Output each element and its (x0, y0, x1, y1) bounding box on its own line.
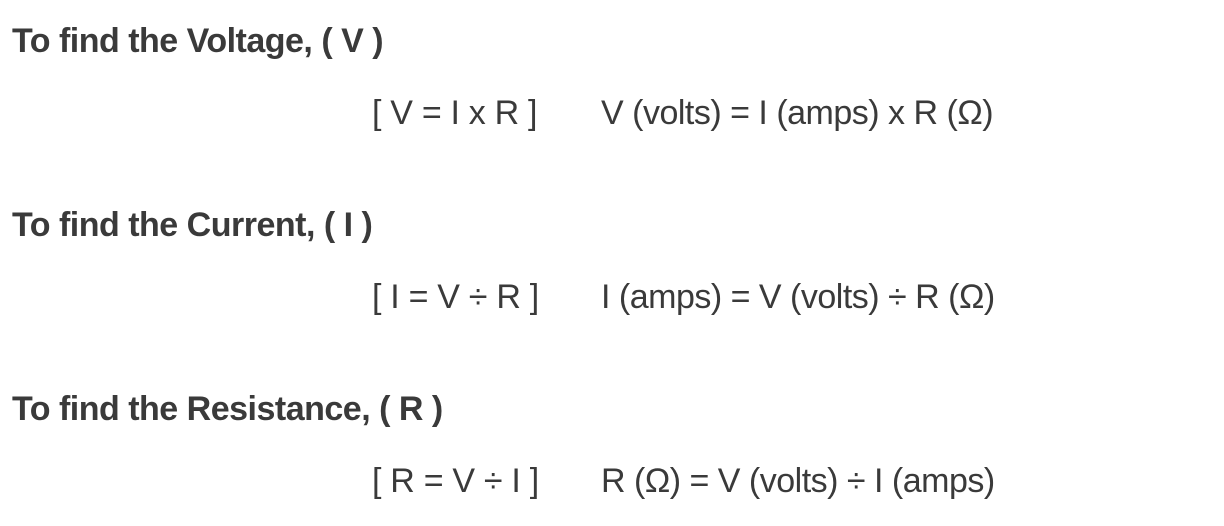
current-heading: To find the Current, ( I ) (12, 206, 373, 244)
voltage-description: V (volts) = I (amps) x R (Ω) (601, 94, 994, 132)
voltage-heading: To find the Voltage, ( V ) (12, 22, 384, 60)
current-description: I (amps) = V (volts) ÷ R (Ω) (601, 278, 995, 316)
resistance-description: R (Ω) = V (volts) ÷ I (amps) (601, 462, 995, 500)
resistance-formula: [ R = V ÷ I ] (372, 462, 539, 500)
current-formula: [ I = V ÷ R ] (372, 278, 539, 316)
voltage-formula: [ V = I x R ] (372, 94, 538, 132)
resistance-heading: To find the Resistance, ( R ) (12, 390, 443, 428)
